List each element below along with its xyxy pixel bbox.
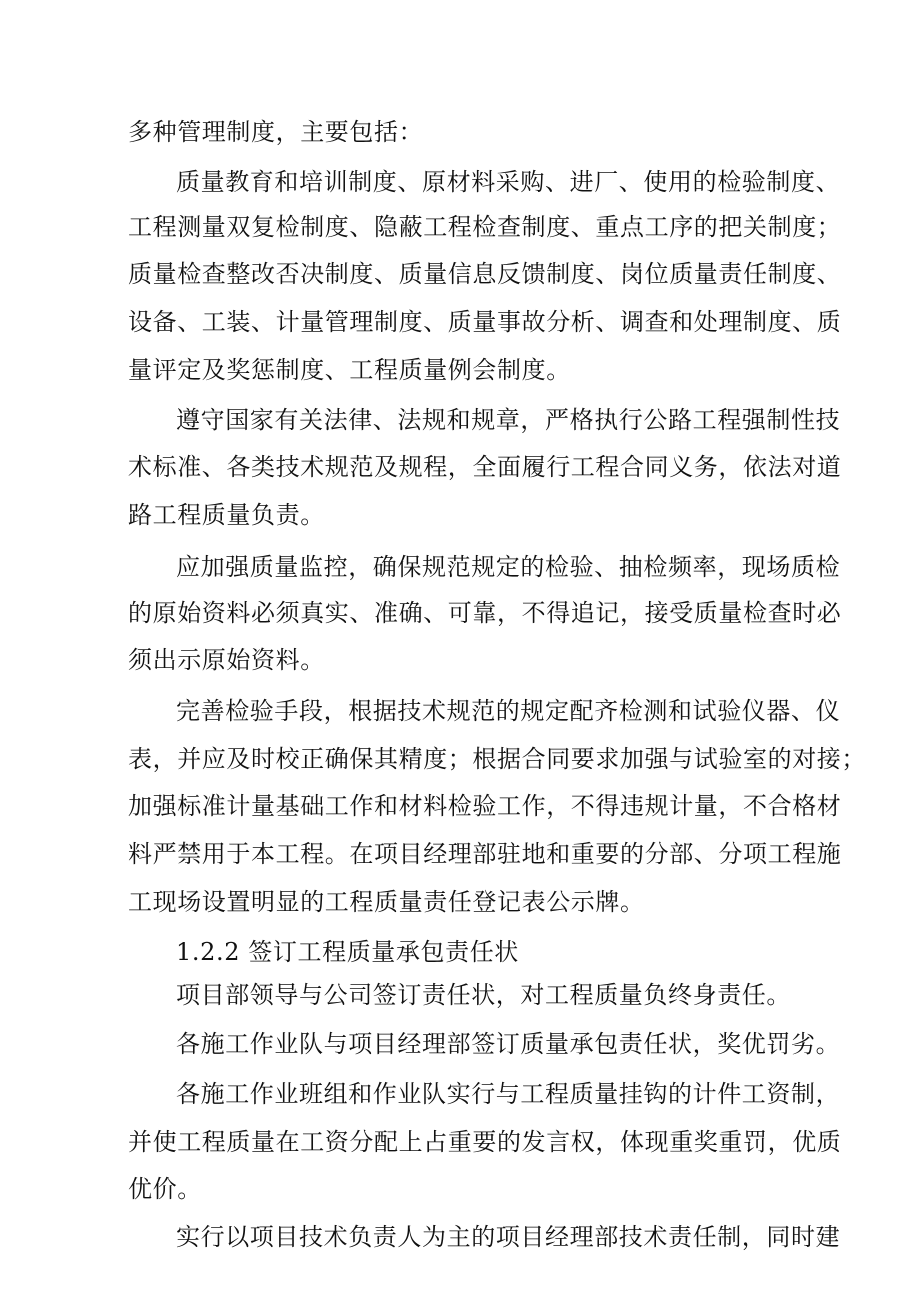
text-line: 须出示原始资料。 [128, 646, 325, 674]
text-line: 质量检查整改否决制度、质量信息反馈制度、岗位质量责任制度、 [128, 260, 842, 288]
text-line: 工程测量双复检制度、隐蔽工程检查制度、重点工序的把关制度； [128, 213, 842, 241]
text-line: 完善检验手段，根据技术规范的规定配齐检测和试验仪器、仪 [176, 697, 841, 725]
text-line: 量评定及奖惩制度、工程质量例会制度。 [128, 356, 571, 384]
text-line: 项目部领导与公司签订责任状，对工程质量负终身责任。 [176, 981, 791, 1009]
section-heading: 1.2.2 签订工程质量承包责任状 [176, 938, 519, 966]
text-line: 应加强质量监控，确保规范规定的检验、抽检频率，现场质检 [176, 553, 841, 581]
text-line: 质量教育和培训制度、原材料采购、进厂、使用的检验制度、 [176, 168, 841, 196]
text-line: 料严禁用于本工程。在项目经理部驻地和重要的分部、分项工程施 [128, 840, 842, 868]
text-line: 实行以项目技术负责人为主的项目经理部技术责任制，同时建 [176, 1223, 841, 1251]
text-line: 优价。 [128, 1175, 202, 1203]
text-line: 并使工程质量在工资分配上占重要的发言权，体现重奖重罚，优质 [128, 1128, 842, 1156]
text-line: 各施工作业队与项目经理部签订质量承包责任状，奖优罚劣。 [176, 1030, 841, 1058]
text-line: 工现场设置明显的工程质量责任登记表公示牌。 [128, 888, 645, 916]
text-line: 加强标准计量基础工作和材料检验工作，不得违规计量，不合格材 [128, 792, 842, 820]
text-line: 表，并应及时校正确保其精度；根据合同要求加强与试验室的对接； [128, 745, 866, 773]
text-line: 各施工作业班组和作业队实行与工程质量挂钩的计件工资制， [176, 1080, 841, 1108]
text-line: 的原始资料必须真实、准确、可靠，不得追记，接受质量检查时必 [128, 599, 842, 627]
text-line: 设备、工装、计量管理制度、质量事故分析、调查和处理制度、质 [128, 308, 842, 336]
text-line: 遵守国家有关法律、法规和规章，严格执行公路工程强制性技 [176, 406, 841, 434]
text-line: 路工程质量负责。 [128, 501, 325, 529]
text-line: 术标准、各类技术规范及规程，全面履行工程合同义务，依法对道 [128, 453, 842, 481]
text-line: 多种管理制度，主要包括： [128, 118, 424, 146]
